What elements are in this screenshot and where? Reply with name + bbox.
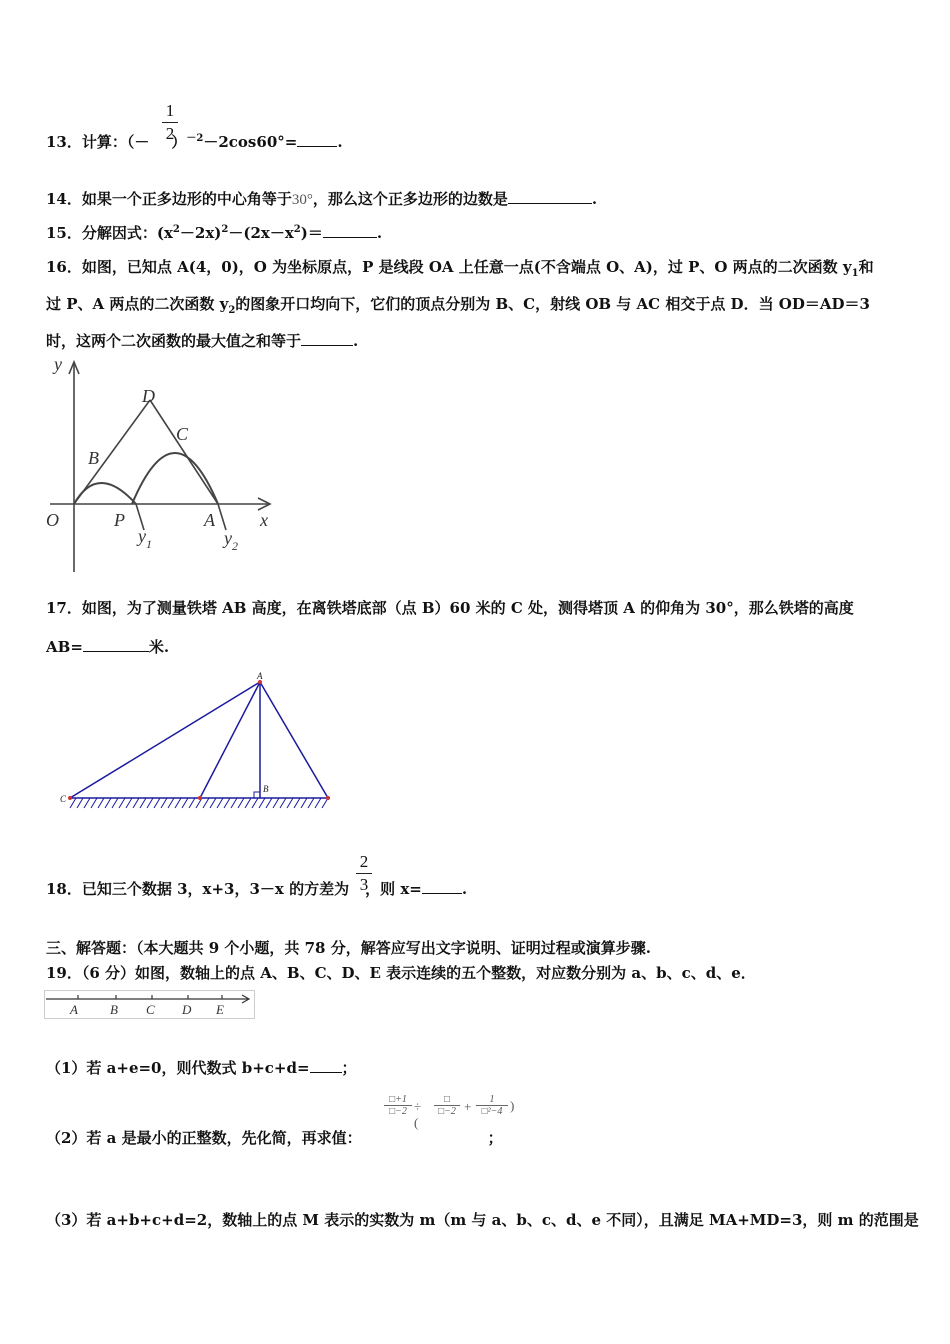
answer-blank	[508, 191, 592, 204]
hatch-mark	[161, 798, 167, 808]
hatch-mark	[98, 798, 104, 808]
hatch-mark	[287, 798, 293, 808]
hatch-mark	[140, 798, 146, 808]
hatch-mark	[91, 798, 97, 808]
fraction-two-thirds: 2 3	[356, 852, 372, 895]
question-19-3: （3）若 a+b+c+d=2，数轴上的点 M 表示的实数为 m（m 与 a、b、c、d、e 不同），且满足 MA+MD=3，则 m 的范围是	[46, 1211, 919, 1229]
hatch-mark	[259, 798, 265, 808]
label-x: x	[260, 510, 268, 530]
hatch-mark	[308, 798, 314, 808]
hatch-mark	[245, 798, 251, 808]
frac1: □+1 □−2	[384, 1094, 412, 1117]
figure-parabolas	[40, 352, 280, 577]
question-16-line-1: 16．如图，已知点 A(4，0)，O 为坐标原点，P 是线段 OA 上任意一点(不含端点 O、A)，过 P、O 两点的二次函数 $y_1$和	[46, 258, 874, 279]
question-13: 13．计算：（－ ）$^{-2}$－2cos60°= .	[46, 133, 343, 151]
question-19: 19．（6 分）如图，数轴上的点 A、B、C、D、E 表示连续的五个整数，对应数分别为 a、b、c、d、e．	[46, 964, 756, 982]
label-y2: $y_2$	[224, 528, 238, 553]
parabola-y1-visible	[74, 483, 136, 504]
frac2: □ □−2	[434, 1094, 460, 1117]
question-14: 14．如果一个正多边形的中心角等于30°，那么这个正多边形的边数是 .	[46, 190, 598, 208]
number-line-label: B	[110, 1002, 118, 1017]
hatch-mark	[252, 798, 258, 808]
number-line-label: A	[70, 1002, 78, 1017]
line-left-support	[200, 682, 260, 798]
hatch-mark	[189, 798, 195, 808]
question-19-1: （1）若 a+e=0，则代数式 b+c+d= ；	[46, 1059, 357, 1077]
question-19-2: （2）若 a 是最小的正整数，先化简，再求值： ；	[46, 1129, 503, 1147]
answer-blank	[301, 333, 353, 346]
hatch-mark	[182, 798, 188, 808]
fraction-half: 1 2	[162, 101, 178, 144]
label-y: y	[54, 354, 62, 374]
hatch-mark	[238, 798, 244, 808]
label-A: A	[257, 671, 263, 681]
number-line	[44, 990, 256, 1020]
hatch-mark	[301, 798, 307, 808]
hatch-mark	[210, 798, 216, 808]
answer-blank	[310, 1060, 342, 1073]
section-3-heading: 三、解答题：（本大题共 9 个小题，共 78 分，解答应写出文字说明、证明过程或演算步骤.	[46, 939, 651, 957]
hatch-mark	[280, 798, 286, 808]
label-O: O	[46, 510, 59, 530]
answer-blank	[323, 225, 377, 238]
answer-blank	[83, 639, 149, 652]
label-P: P	[114, 510, 125, 530]
point-right-base	[326, 796, 330, 800]
label-C: C	[176, 424, 189, 444]
hatch-mark	[273, 798, 279, 808]
hatch-mark	[112, 798, 118, 808]
hatch-mark	[203, 798, 209, 808]
hatch-mark	[217, 798, 223, 808]
line-CA	[70, 682, 260, 798]
hatch-mark	[84, 798, 90, 808]
question-17-line-1: 17．如图，为了测量铁塔 AB 高度，在离铁塔底部（点 B）60 米的 C 处，测得塔顶 A 的仰角为 30°，那么铁塔的高度	[46, 599, 854, 617]
number-line-label: C	[146, 1002, 155, 1017]
right-angle-mark	[254, 792, 260, 798]
answer-blank	[297, 134, 337, 147]
hatch-mark	[294, 798, 300, 808]
label-B: B	[263, 784, 269, 794]
hatch-mark	[266, 798, 272, 808]
question-15: 15．分解因式：$(x^2-2x)^2-(2x-x^2)=$ .	[46, 224, 383, 242]
hatch-mark	[105, 798, 111, 808]
number-line-label: D	[182, 1002, 192, 1017]
hatch-mark	[175, 798, 181, 808]
number-line-label: E	[216, 1002, 224, 1017]
hatch-mark	[133, 798, 139, 808]
label-y1: $y_1$	[138, 526, 152, 551]
hatch-mark	[224, 798, 230, 808]
hatch-mark	[315, 798, 321, 808]
answer-blank	[422, 881, 462, 894]
hatch-mark	[154, 798, 160, 808]
label-B: B	[88, 448, 99, 468]
question-16-line-2: 过 P、A 两点的二次函数 $y_2$的图象开口均向下，它们的顶点分别为 B、C，射线 OB 与 AC 相交于点 D．当 OD＝AD＝3	[46, 295, 870, 316]
label-C: C	[60, 794, 67, 804]
question-17-line-2: AB= 米.	[46, 638, 170, 656]
point-C	[68, 796, 72, 800]
hatch-mark	[231, 798, 237, 808]
hatch-mark	[168, 798, 174, 808]
point-left-base	[198, 796, 202, 800]
hatch-mark	[126, 798, 132, 808]
parabola-y2	[132, 453, 218, 504]
line-right-support	[260, 682, 328, 798]
parabola-y2-tail	[218, 504, 226, 530]
frac3: 1 □²−4	[476, 1094, 508, 1117]
hatch-mark	[119, 798, 125, 808]
line-AC	[150, 400, 218, 504]
question-16-line-3: 时，这两个二次函数的最大值之和等于 .	[46, 332, 359, 350]
label-A: A	[204, 510, 215, 530]
label-D: D	[142, 386, 155, 406]
question-18: 18．已知三个数据 3，x+3，3－x 的方差为 ，则 x= .	[46, 880, 468, 898]
figure-tower	[56, 670, 346, 816]
hatch-mark	[147, 798, 153, 808]
hatch-mark	[77, 798, 83, 808]
